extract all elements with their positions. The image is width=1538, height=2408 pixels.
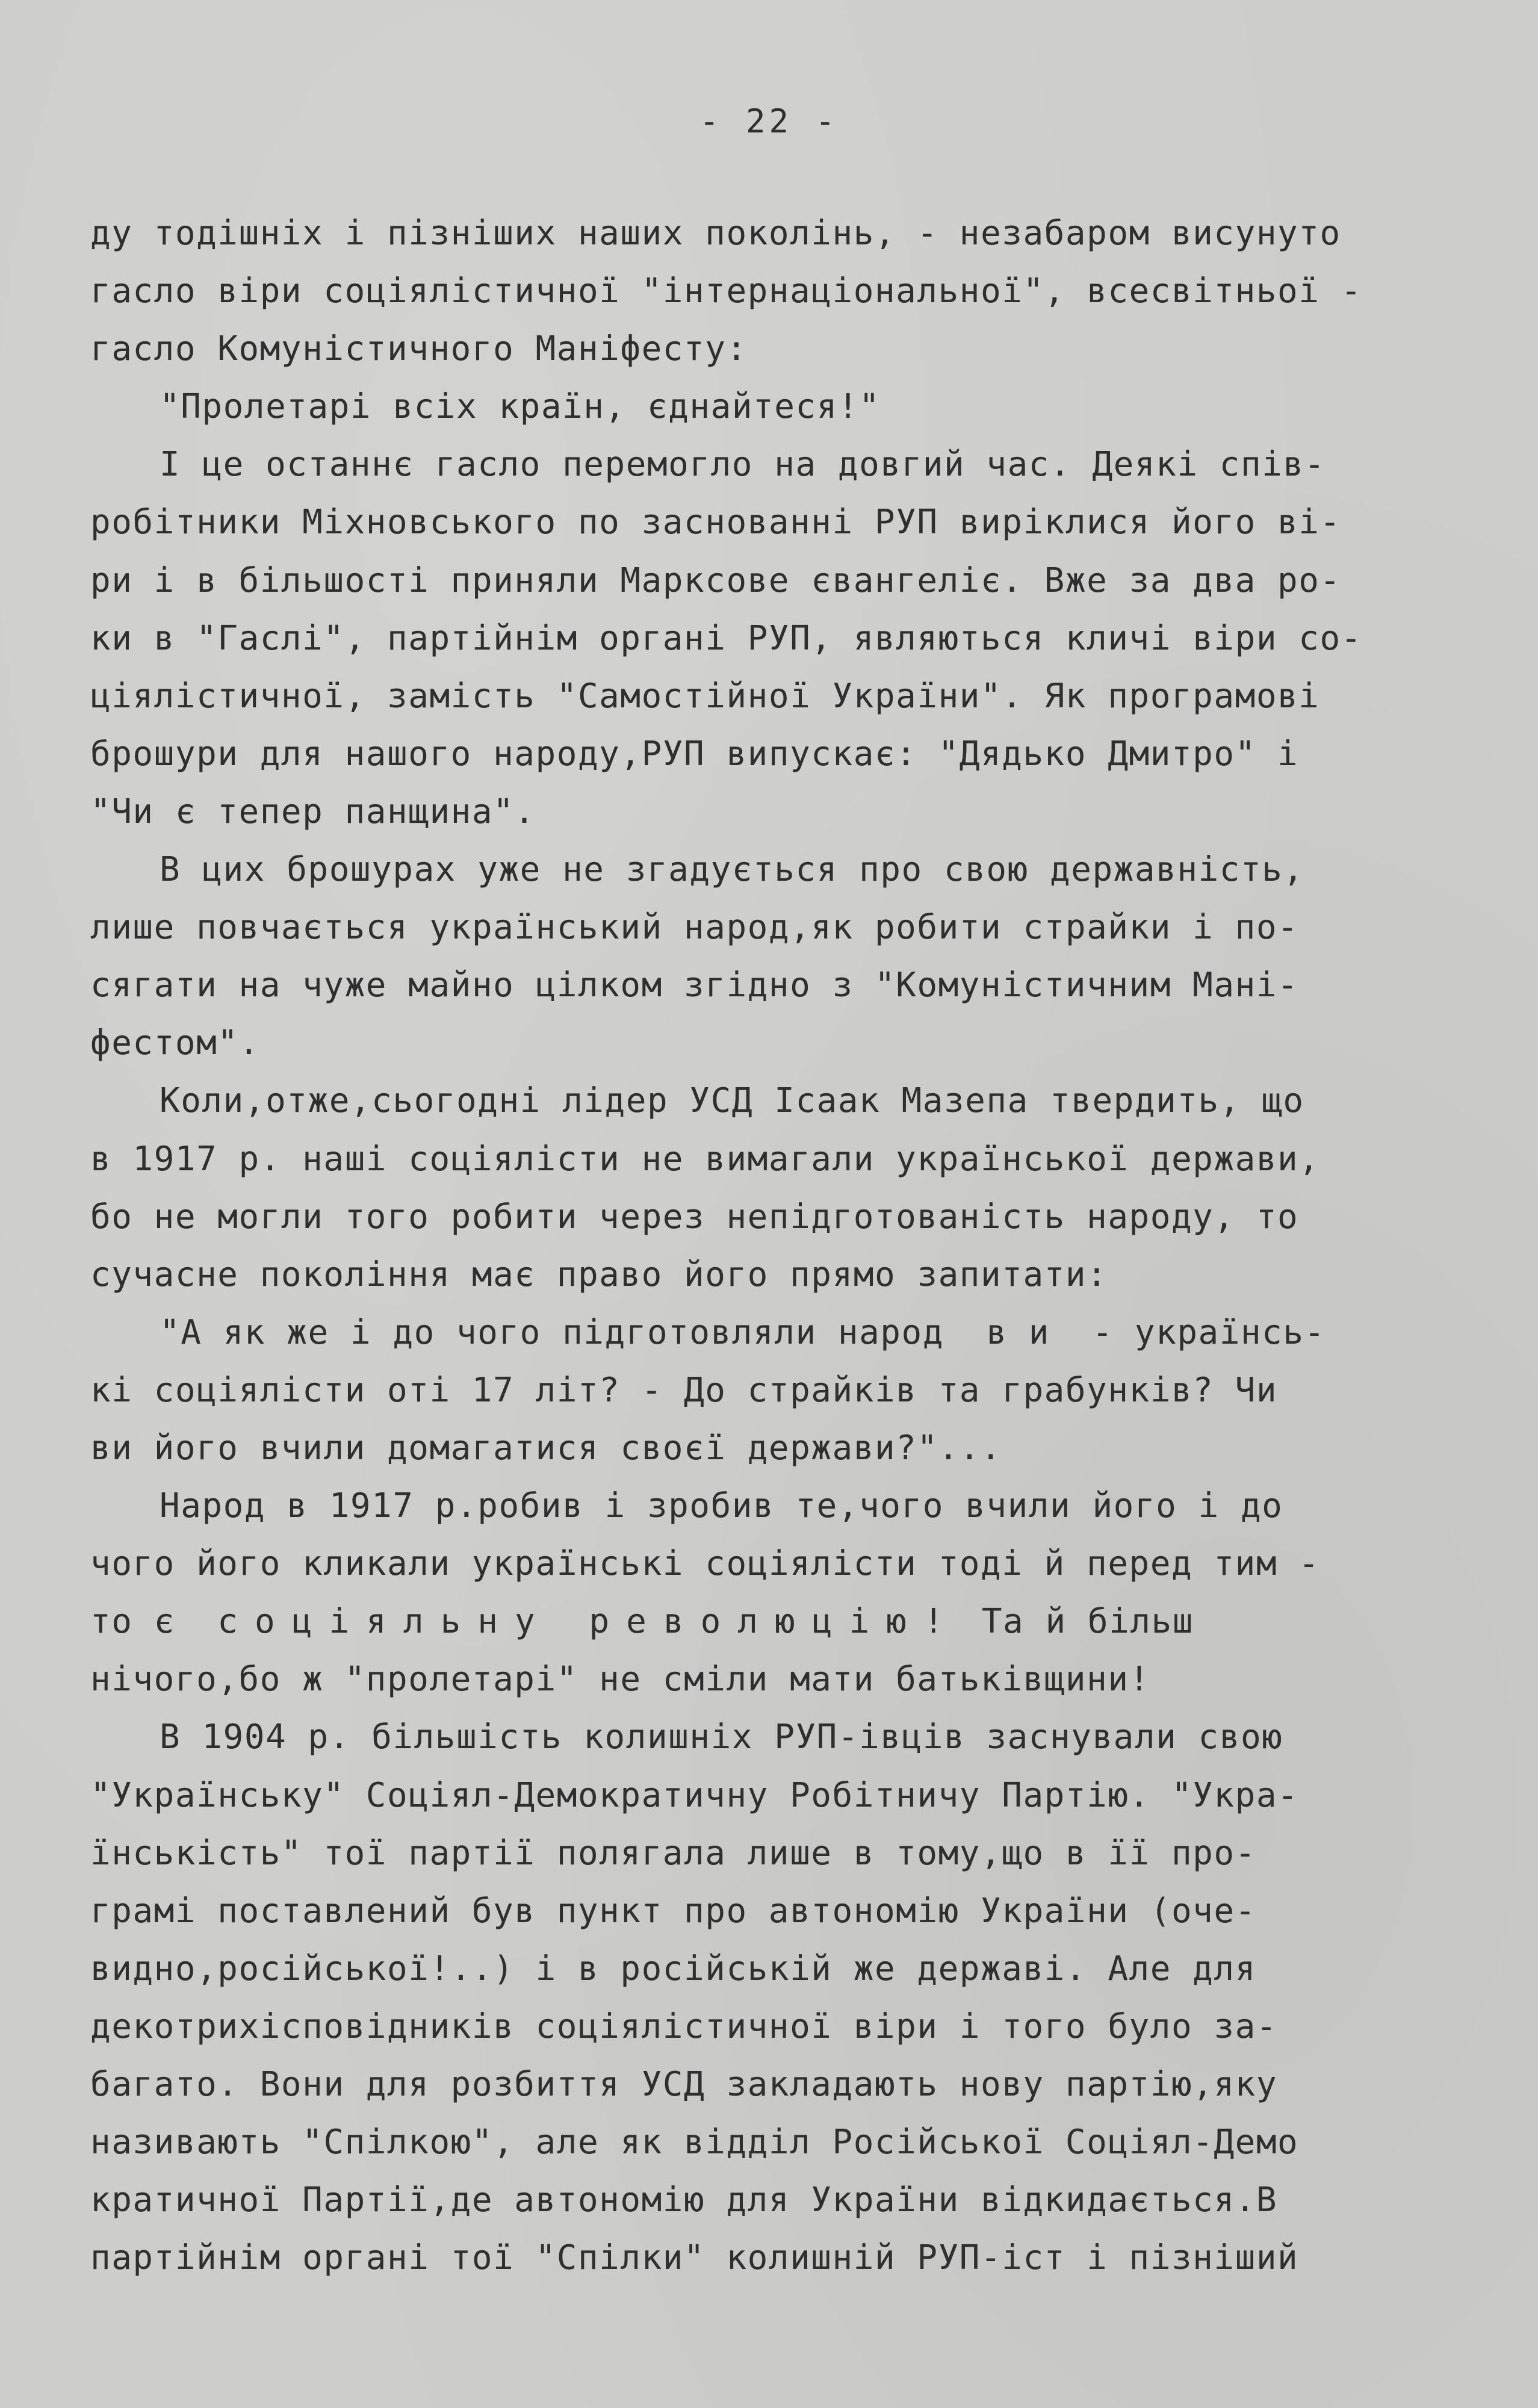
text-line: в 1917 р. наші соціялісти не вимагали української держави, — [90, 1139, 1320, 1179]
text-line: ви його вчили домагатися своєї держави?"... — [90, 1428, 1002, 1468]
text-line: партійнім органі тої "Спілки" колишній РУП-іст і пізніший — [90, 2238, 1299, 2278]
text-segment: то є — [90, 1602, 175, 1642]
text-line: кратичної Партії,де автономію для України відкидається.В — [90, 2180, 1278, 2220]
text-line: ду тодішніх і пізніших наших поколінь, - незабаром висунуто — [90, 214, 1341, 253]
text-line: брошури для нашого народу,РУП випускає: "Дядько Дмитро" і — [90, 734, 1299, 774]
text-line: фестом". — [90, 1023, 260, 1063]
text-line: бо не могли того робити через непідготованість народу, то — [90, 1197, 1299, 1237]
text-line: декотрихісповідників соціялістичної віри і того було за- — [90, 2006, 1278, 2046]
text-line: "Пролетарі всіх країн, єднайтеся!" — [160, 387, 881, 427]
text-line: називають "Спілкою", але як відділ Російської Соціял-Демо — [90, 2123, 1299, 2162]
text-line: кі соціялісти оті 17 літ? - До страйків та грабунків? Чи — [90, 1370, 1278, 1410]
text-line: гасло віри соціялістичної "інтернаціональної", всесвітньої - — [90, 272, 1362, 311]
text-line: сягати на чуже майно цілком згідно з "Комуністичним Мані- — [90, 966, 1299, 1005]
text-line: Народ в 1917 р.робив і зробив те,чого вчили його і до — [160, 1486, 1283, 1526]
text-line: лише повчається український народ,як робити страйки і по- — [90, 908, 1299, 948]
text-line: багато. Вони для розбиття УСД закладають нову партію,яку — [90, 2065, 1278, 2104]
text-line: їнськість" тої партії полягала лише в тому,що в її про- — [90, 1833, 1256, 1873]
body-text — [90, 205, 1457, 2287]
text-line: "А як же і до чого підготовляли народ в и - українсь- — [160, 1312, 1326, 1352]
text-line: робітники Міхновського по заснованні РУП виріклися його ві- — [90, 503, 1341, 542]
text-line: Коли,отже,сьогодні лідер УСД Ісаак Мазепа твердить, що — [160, 1081, 1304, 1121]
text-line: ціялістичної, замість "Самостійної України". Як програмові — [90, 676, 1320, 716]
text-line: "Чи є тепер панщина". — [90, 792, 536, 831]
text-line: чого його кликали українські соціялісти тоді й перед тим - — [90, 1544, 1320, 1584]
text-line: гасло Комуністичного Маніфесту: — [90, 329, 748, 369]
text-line: ки в "Гаслі", партійнім органі РУП, являються кличі віри со- — [90, 618, 1362, 658]
text-line: В 1904 р. більшість колишніх РУП-івців заснували свою — [160, 1718, 1283, 1757]
text-line: видно,російської!..) і в російській же державі. Але для — [90, 1949, 1256, 1988]
text-line: нічого,бо ж "пролетарі" не сміли мати батьківщини! — [90, 1660, 1150, 1699]
text-line: В цих брошурах уже не згадується про свою державність, — [160, 850, 1304, 890]
page-number: - 22 - — [699, 102, 839, 140]
text-line: сучасне покоління має право його прямо запитати: — [90, 1255, 1108, 1294]
text-line: І це останнє гасло перемогло на довгий час. Деякі спів- — [160, 445, 1326, 485]
spaced-emphasis: соціяльну революцію! — [217, 1602, 961, 1642]
text-segment: Та й більш — [981, 1602, 1194, 1642]
text-line: грамі поставлений був пункт про автономію України (оче- — [90, 1891, 1256, 1931]
text-line — [90, 1593, 1457, 1651]
text-line: "Українську" Соціял-Демократичну Робітничу Партію. "Укра- — [90, 1775, 1299, 1815]
text-line: ри і в більшості приняли Марксове євангеліє. Вже за два ро- — [90, 560, 1341, 600]
